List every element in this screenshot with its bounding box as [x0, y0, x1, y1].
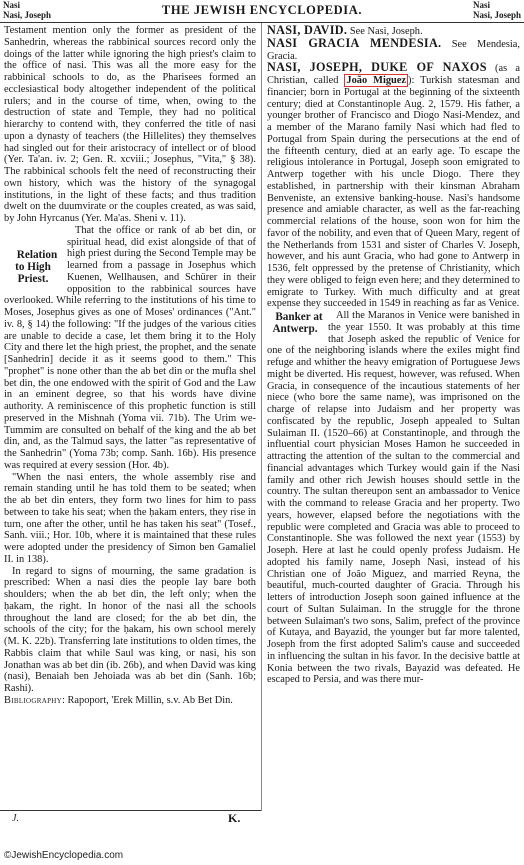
- right-column: [267, 25, 520, 686]
- entry-nasi-gracia: NASI GRACIA MENDESIA. See Mendesia, Gracia.: [267, 35, 520, 62]
- entry-heading: NASI, JOSEPH, DUKE OF NAXOS: [267, 60, 487, 75]
- running-head-left: Nasi Nasi, Joseph: [3, 0, 52, 20]
- column-divider: [261, 23, 262, 811]
- page-header: [0, 0, 524, 23]
- entry-heading: NASI, DAVID.: [267, 23, 348, 37]
- header-rule: [0, 22, 524, 23]
- page-title: THE JEWISH ENCYCLOPEDIA.: [161, 3, 363, 17]
- paragraph: In regard to signs of mourning, the same gradation is prescribed: When a nasi dies the people lay bare both shoulders; when the ab bet din, the left only; when the ḥakam, the right. In honor of the nasi all the schools throughout the land are closed; for the ab bet din, the schools of the city; for the ḥakam, his own school merely (M. K. 22b). Transferring late institutions to olden times, the Rabbis claim that while Saul was king, or nasi, his son Jonathan was ab bet din (ib. 26b), and when David was king (nasi), Benaiah ben Jehoiada was ab bet din (Sanh. 16b; Rashi).: [4, 565, 256, 694]
- left-column: [4, 25, 256, 707]
- running-head-right: Nasi Nasi, Joseph: [472, 0, 521, 20]
- paragraph: Testament mention only the former as president of the Sanhedrin, whereas the rabbinical sources record only the doings of the latter while ignoring the high priest's claim to the office of nasi. This was all the more easy for the rabbinical schools to do, as the Pharisees formed an ecclesiastical body altogether independent of the political rulers; and in the course of time, when, owing to the destruction of state and Temple, they had no political hierarchy to contend with, they conferred the title of nasi upon a dynasty of teachers (the Hillelites) they themselves had singled out for their aristocracy of intellect or of blood (Yer. Ta'an. iv. 2; Gen. R. xcviii.; Josephus, "Vita," § 38). The rabbinical schools felt the need of reconstructing their own history, which was the history of the synagogal institutions, in the light of these facts; and thus tradition dwelt on the duumvirate or the couples created, as was said, by John Hyrcanus (Yer. Ma'as. Sheni v. 11).: [4, 25, 256, 224]
- sidenote-banker-at-antwerp: Banker at Antwerp.: [272, 311, 323, 335]
- paragraph: "When the nasi enters, the whole assembly rise and remain standing until he has told them to be seated; when the ab bet din enters, they form two lines for him to pass between to take his seat; when the ḥakam enters, they rise in turn, one after the other, until he has taken his seat" (Tosef., Sanh. viii.; Hor. 10b, where it is maintained that these rules were adopted under the presidency of Simon ben Gamaliel II. in 138).: [4, 471, 256, 565]
- copyright-notice: ©JewishEncyclopedia.com: [4, 850, 124, 861]
- entry-heading: NASI GRACIA MENDESIA.: [267, 35, 442, 50]
- paragraph: Banker at Antwerp. All the Maranos in Venice were banished in the year 1550. It was probably at this time that Joseph asked the republic of Venice for one of the neighboring islands where the exiles might find refuge and whither the heavy emigration of Portuguese Jews might be diverted. His request, however, was refused. When Gracia, in consequence of the incautious statements of her niece (who bore the same name), was imprisoned on the charge of relapse into Judaism and her property was confiscated by the republic, Joseph appealed to Sultan Sulaiman II. (1520–66) at Constantinople, and through the influential court physician Moses Hamon he succeeded in attracting the attention of the sultan to the commercial and financial advantages which Turkey would gain if the Nasi family and other rich Jewish houses should settle in the country. The sultan thereupon sent an ambassador to Venice with the command to release Gracia and her property. Two years, however, elapsed before the negotiations with the republic were completed and Gracia was able to proceed to Constantinople. She was followed the next year (1553) by Joseph. Here at last he could openly profess Judaism. He adopted his family name, Joseph Nasi, instead of his Christian one of João Miguez, and married Reyna, the beautiful, much-courted daughter of Gracia. Through his letters of introduction Joseph soon gained influence at the court of Sultan Sulaiman. In the struggle for the throne between Sulaiman's two sons, Salim, prefect of the province of Kutaya, and Bayazid, the younger but far more talented, Joseph from the first adopted Salim's cause and succeeded in influencing the sultan in his favor. In the decisive battle at Konia between the two rivals, Bayazid was defeated. He escaped to Persia, and was there mur-: [267, 310, 520, 686]
- paragraph: Relation to High Priest. That the office or rank of ab bet din, or spiritual head, did exist alongside of that of high priest during the Second Temple may be learned from a passage in Josephus which Kuenen, Wellhausen, and Schürer in their opposition to the rabbinical sources have overlooked. While referring to the institutions of his time to Moses, Josephus gives as one of Moses' ordinances ("Ant." iv. 8, § 14) the following: "If the judges of the various cities are unable to decide a case, let them bring it to the Holy City and there let the high priest, the prophet, and the senate [Sanhedrin] decide it as it seems good to them." This "prophet" is none other than the ab bet din or the mufla shel bet din, the one endowed with the spirit of God and the Law in an eminent degree, so that his words have divine authority. A reminiscence of this prophetic function is still preserved in the Mishnah (Yoma vii. 71b). The Urim we-Tummim are consulted on behalf of the king and the ab bet din, and, as the Talmud says, the latter "as representative of the Sanhedrin" (Yoma 73b; comp. Sanh. 16b). His presence was required at every session (Hor. 4b).: [4, 224, 256, 471]
- entry-nasi-joseph: NASI, JOSEPH, DUKE OF NAXOS (as a Christian, called João Miguez ): Turkish statesman and financier; born in Portugal at the beginning of the sixteenth century; died at Constantinople Aug. 2, 1579. His father, a younger brother of Francisco and Diogo Nasi-Mendez, and a member of the Marano family Nasi which had fled to Portugal from Spain during the persecutions at the end of the fifteenth century, died at an early age. To escape the religious intolerance in Portugal, Joseph soon emigrated to Antwerp together with his uncle Diogo. There they established, in partnership with their kinsman Abraham Benveniste, an extensive banking-house. Nasi's handsome presence and amiable character, as well as the far-reaching commercial relations of the house, soon won for him the favor of the nobility, and even that of Queen Mary, regent of the Netherlands from 1531 and sister of Charles V. Joseph, however, and his aunt Gracia, who had gone to Antwerp in 1536, felt oppressed by the pretense of Christianity, which they were obliged to feign even here; and they determined to emigrate to Turkey. With much difficulty and at great expense they succeeded in 1549 in reaching as far as Venice.: [267, 60, 520, 310]
- entry-nasi-david: NASI, DAVID. See Nasi, Joseph.: [267, 23, 423, 37]
- signature-right: K.: [228, 811, 241, 825]
- bibliography-text: : Rapoport, 'Erek Millin, s.v. Ab Bet Din.: [61, 694, 233, 706]
- signature-left: J.: [12, 813, 19, 824]
- footer-rule: [0, 810, 261, 811]
- highlighted-name: João Miguez: [346, 75, 407, 86]
- bibliography: [4, 695, 256, 707]
- bibliography-label: Bibliography: [4, 694, 62, 706]
- sidenote-relation-to-high-priest: Relation to High Priest.: [15, 248, 58, 285]
